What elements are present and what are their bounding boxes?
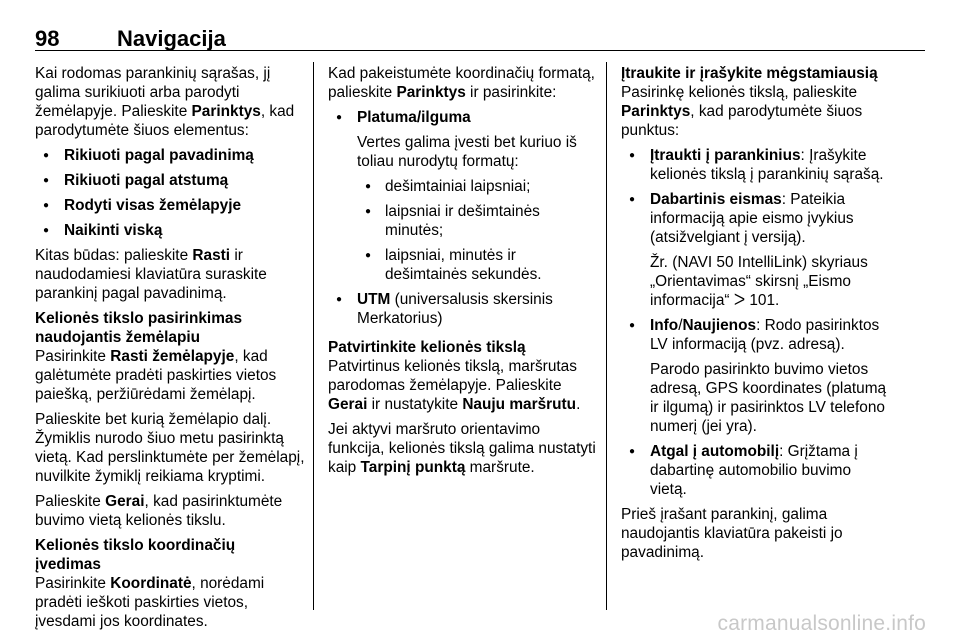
bold-term: Gerai [328,396,368,413]
text: , norėdami pradėti ieškoti paskirties vietos, įvesdami jos koordinates. [35,575,265,630]
text: Kad pakeistumėte koordinačių formatą, palieskite [328,65,595,101]
list-item-label: Atgal į automobilį [650,443,780,460]
text: , kad pasirinktumėte buvimo vietą kelionės tikslu. [35,493,283,529]
subheading-coordinates: Kelionės tikslo koordinačių įvedimas [35,537,236,573]
column-3 [621,64,891,568]
subheading-confirm: Patvirtinkite kelionės tikslą [328,339,526,356]
subheading-favourite: Įtraukite ir įrašykite mėgstamiausią [621,65,878,82]
cursor-paragraph: Palieskite bet kurią žemėlapio dalį. Žymiklis nurodo šiuo metu pasirinktą vietą. Kad perslinktumėte per žemėlapį, nuvilkite žymiklį reikiama kryptimi. [35,411,305,485]
text: / [678,317,683,334]
text: Palieskite [35,493,106,510]
map-paragraph [35,347,305,404]
bold-term: Rasti [192,247,231,264]
text: Pasirinkite [35,348,111,365]
bold-term: Nauju maršrutu [462,396,577,413]
page-header [35,26,925,52]
list-item-label: Naikinti viską [64,222,163,239]
text: ir nustatykite [367,396,463,413]
bold-term: Rasti žemėlapyje [110,348,235,365]
list-item-text: : Pateikia informaciją apie eismo įvykius (atsižvelgiant į versiją). [650,191,854,246]
sub-list [357,177,598,284]
bold-term: Parinktys [396,84,466,101]
list-item-label: Rikiuoti pagal pavadinimą [64,147,254,164]
list-item-note [650,253,891,310]
list-item-note: Parodo pasirinkto buvimo vietos adresą, GPS koordinates (platumą ir ilgumą) ir pasirinktos LV telefono numerį (jei yra). [650,361,887,435]
bold-term: Parinktys [191,103,261,120]
list-item [328,290,598,328]
text: ir naudodamiesi klaviatūra suraskite parankinį pagal pavadinimą. [35,247,267,302]
list-item [35,196,305,215]
ok-paragraph [35,492,305,530]
list-item [35,221,305,240]
column-2 [328,64,598,483]
waypoint-paragraph [328,420,598,477]
text: ir pasirinkite: [465,84,557,101]
list-item-label: Info [650,317,679,334]
list-item-label: Platuma/ilguma [357,109,471,126]
list-item [621,442,891,499]
rename-paragraph: Prieš įrašant parankinį, galima naudojantis klaviatūra pakeisti jo pavadinimą. [621,506,843,561]
confirm-paragraph [328,357,598,414]
text: , kad parodytumėte šiuos elementus: [35,103,295,139]
list-item-label: Naujienos [682,317,757,334]
list-item-text: : Įrašykite kelionės tikslą į parankinių sąrašą. [650,147,884,183]
text: maršrute. [465,459,535,476]
column-1 [35,64,305,637]
intro-paragraph [35,64,305,140]
sort-options-list [35,146,305,240]
list-item [328,108,598,284]
list-item-text: : Grįžtama į dabartinę automobilio buvimo vietą. [650,443,858,498]
list-item [621,190,891,310]
favourite-paragraph [621,83,891,140]
list-item-label: Rikiuoti pagal atstumą [64,172,229,189]
format-list [328,108,598,328]
list-item-label: Įtraukti į parankinius [650,147,801,164]
text: , kad galėtumėte pradėti paskirties vietos paiešką, peržiūrėdami žemėlapį. [35,348,277,403]
page-reference-icon: ᐳ [733,292,746,309]
text: Kai rodomas parankinių sąrašas, jį galima surikiuoti arba parodyti žemėlapyje. Palieskite [35,65,271,120]
list-item [621,316,891,436]
list-item [35,146,305,165]
list-item-text: Vertes galima įvesti bet kuriuo iš toliau nurodytų formatų: [357,134,577,170]
subheading-map: Kelionės tikslo pasirinkimas naudojantis žemėlapiu [35,310,242,346]
text: Patvirtinus kelionės tikslą, maršrutas parodomas žemėlapyje. Palieskite [328,358,577,394]
column-divider-2 [606,62,607,610]
bold-term: Parinktys [621,103,691,120]
page-number: 98 [35,26,60,51]
text: Pasirinkite [35,575,111,592]
text: , kad parodytumėte šiuos punktus: [621,103,863,139]
sub-list-item: ● laipsniai ir dešimtainės minutės; [357,202,598,240]
bold-term: Tarpinį punktą [360,459,466,476]
text: Kitas būdas: palieskite [35,247,193,264]
text: Jei aktyvi maršruto orientavimo funkcija, kelionės tikslą galima nustatyti kaip [328,421,596,476]
format-paragraph [328,64,598,102]
section-title: Navigacija [117,26,226,51]
bold-term: Koordinatė [110,575,192,592]
list-item [35,171,305,190]
alt-paragraph [35,246,305,303]
bold-term: Gerai [105,493,145,510]
list-item-text: (universalusis skersinis Merkatorius) [357,291,553,327]
text: Žr. (NAVI 50 IntelliLink) skyriaus „Orientavimas“ skirsnį „Eismo informacija“ [650,254,868,309]
list-item-text: : Rodo pasirinktos LV informaciją (pvz. adresą). [650,317,880,353]
list-item [621,146,891,184]
list-item-label: Rodyti visas žemėlapyje [64,197,242,214]
coordinates-paragraph [35,574,305,631]
list-item-label: UTM [357,291,391,308]
sub-list-item: ● laipsniai, minutės ir dešimtainės sekundės. [357,246,598,284]
favourite-options-list [621,146,891,499]
list-item-label: Dabartinis eismas [650,191,782,208]
header-rule [35,50,925,51]
text: . [576,396,581,413]
sub-list-item: ● dešimtainiai laipsniai; [357,177,598,196]
column-divider-1 [313,62,314,610]
page-reference: 101. [749,292,780,309]
text: Pasirinkę kelionės tikslą, palieskite [621,84,858,101]
watermark: carmanualsonline.info [717,612,926,635]
